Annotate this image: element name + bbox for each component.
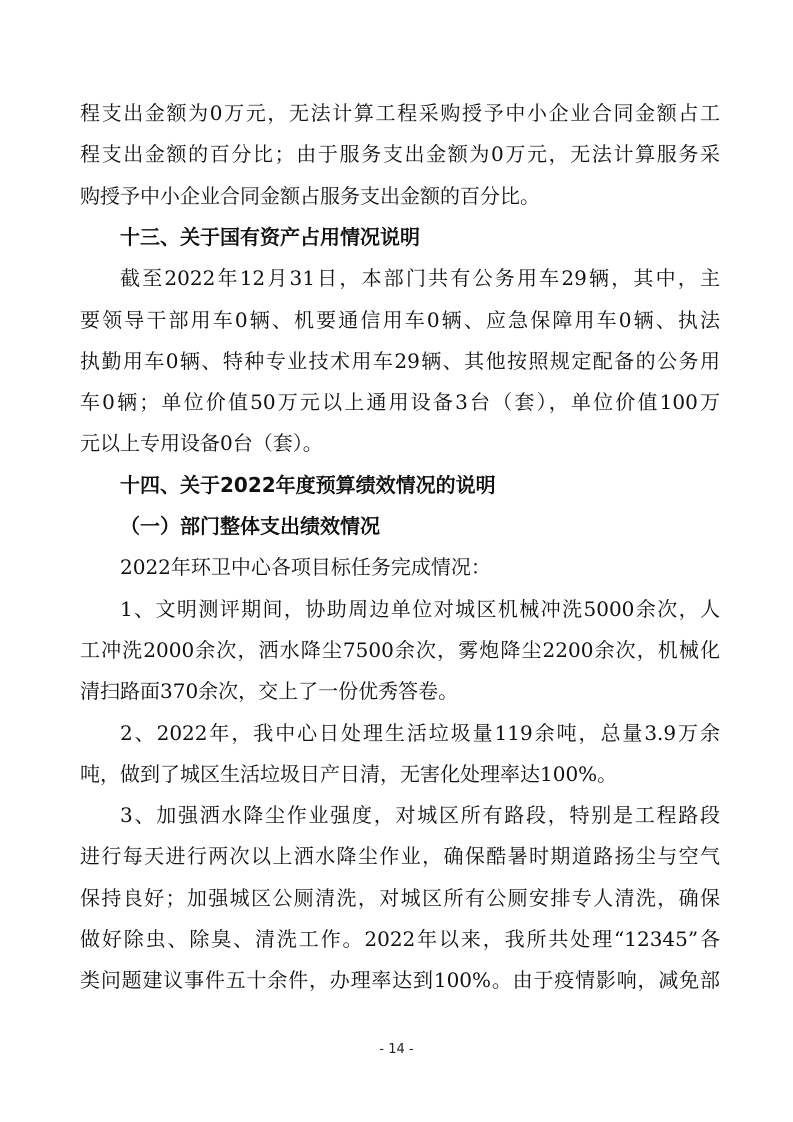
paragraph-line: 执勤用车0辆、特种专业技术用车29辆、其他按照规定配备的公务用 — [80, 349, 720, 373]
page-number: - 14 - — [379, 1042, 414, 1057]
paragraph-line: 车0辆；单位价值50万元以上通用设备3台（套），单位价值100万 — [80, 390, 720, 414]
paragraph-line: 元以上专用设备0台（套）。 — [80, 431, 323, 455]
paragraph-line: 要领导干部用车0辆、机要通信用车0辆、应急保障用车0辆、执法 — [80, 308, 720, 332]
subsection-heading: （一）部门整体支出绩效情况 — [120, 514, 380, 538]
paragraph-line: 程支出金额的百分比；由于服务支出金额为0万元，无法计算服务采 — [80, 142, 720, 166]
list-item-line: 进行每天进行两次以上洒水降尘作业，确保酷暑时期道路扬尘与空气 — [80, 844, 720, 868]
list-item-line: 2、2022年，我中心日处理生活垃圾量119余吨，总量3.9万余 — [120, 721, 720, 745]
list-item-line: 吨，做到了城区生活垃圾日产日清，无害化处理率达100%。 — [80, 762, 618, 786]
paragraph-line: 程支出金额为0万元，无法计算工程采购授予中小企业合同金额占工 — [80, 101, 720, 125]
list-item-line: 做好除虫、除臭、清洗工作。2022年以来，我所共处理“12345”各 — [80, 927, 720, 951]
list-item-line: 清扫路面370余次，交上了一份优秀答卷。 — [80, 679, 459, 703]
paragraph-line: 截至2022年12月31日，本部门共有公务用车29辆，其中，主 — [120, 266, 720, 290]
list-item-line: 类问题建议事件五十余件，办理率达到100%。由于疫情影响，减免部 — [80, 968, 720, 992]
list-item-line: 1、文明测评期间，协助周边单位对城区机械冲洗5000余次，人 — [120, 597, 720, 621]
paragraph-line: 2022年环卫中心各项目标任务完成情况： — [120, 555, 491, 579]
paragraph-line: 购授予中小企业合同金额占服务支出金额的百分比。 — [80, 184, 540, 208]
section-heading-14: 十四、关于2022年度预算绩效情况的说明 — [120, 473, 496, 497]
section-heading-13: 十三、关于国有资产占用情况说明 — [120, 225, 420, 249]
list-item-line: 保持良好；加强城区公厕清洗，对城区所有公厕安排专人清洗，确保 — [80, 886, 720, 910]
list-item-line: 3、加强洒水降尘作业强度，对城区所有路段，特别是工程路段 — [120, 803, 720, 827]
list-item-line: 工冲洗2000余次，洒水降尘7500余次，雾炮降尘2200余次，机械化 — [80, 638, 720, 662]
